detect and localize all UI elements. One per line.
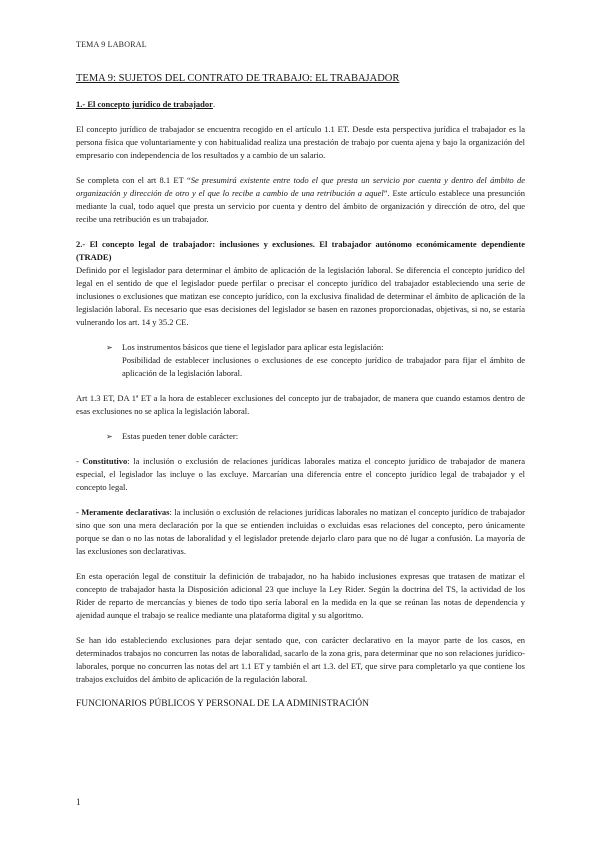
bullet-double-character xyxy=(106,430,525,443)
section-2-paragraph-2: Art 1.3 ET, DA 1ª ET a la hora de establecer exclusiones del concepto jur de trabajador, de manera que cuando estamos dentro de esas exclusiones no se aplica la legislación laboral. xyxy=(76,393,525,416)
section-1-paragraph-2 xyxy=(76,174,525,226)
document-title: TEMA 9: SUJETOS DEL CONTRATO DE TRABAJO: EL TRABAJADOR xyxy=(76,73,400,84)
bullet-instruments-line1: Los instrumentos básicos que tiene el legislador para aplicar esta legislación: xyxy=(122,342,384,352)
declarative-label: Meramente declarativas xyxy=(81,507,170,517)
constitutive-paragraph xyxy=(76,455,525,494)
declarative-text: : la inclusión o exclusión de relaciones jurídicas laborales no matizan el concepto jurídico de trabajador sino que son una mera declaración por la que se entienden incluidas o excluidas esas relaciones del concepto, pero únicamente porque se dan o no las notas de laboralidad y el legislador pretende dejarlo claro para que no dé lugar a confusión. La mayoría de las exclusiones son declarativas. xyxy=(76,507,525,556)
section-2-paragraph-3: En esta operación legal de constituir la definición de trabajador, no ha habido inclusiones expresas que tratasen de matizar el concepto de trabajador hasta la Disposición adicional 23 que incluye la Ley Rider. Según la doctrina del TS, la actividad de los Rider de reparto de mercancías y bienes de todo tipo sería laboral en la medida en la que se reúnan las notas de dependencia y ajenidad aunque el trabajo se realice mediante una plataforma digital y su algoritmo. xyxy=(76,571,525,620)
document-body xyxy=(76,72,525,711)
running-header: TEMA 9 LABORAL xyxy=(76,40,147,49)
p2-end: ”. Este artículo establece una presunción mediante la cual, todo aquel que presta un servicio por cuenta y dentro del ámbito de organización y dirección de otro, del que recibe una retribución es un trabajador. xyxy=(76,188,525,224)
section-2-heading-text: 2.- El concepto legal de trabajador: inclusiones y exclusiones. El trabajador autónomo económicamente dependiente (TRADE) xyxy=(76,239,525,262)
constitutive-dash: - xyxy=(76,456,83,466)
bullet-instruments-text xyxy=(122,341,525,380)
constitutive-text: : la inclusión o exclusión de relaciones jurídicas laborales matiza el concepto jurídico de trabajador de manera especial, el legislador las incluye o las excluye. Marcarían una diferencia entre el concepto jurídico legal de trabajador y el concepto legal. xyxy=(76,456,525,492)
declarative-dash: - xyxy=(76,507,82,517)
bullet-instruments-line2: Posibilidad de establecer inclusiones o exclusiones de ese concepto jurídico de trabajador para fijar el ámbito de aplicación de la legislación laboral. xyxy=(122,355,525,378)
declarative-paragraph xyxy=(76,506,525,558)
arrow-bullet-icon: ➢ xyxy=(106,343,113,352)
arrow-bullet-icon: ➢ xyxy=(106,432,113,441)
section-2-paragraph-1: Definido por el legislador para determinar el ámbito de aplicación de la legislación laboral. Se diferencia el concepto jurídico del legal en el sentido de que el legislador puede perfilar o precisar el concepto jurídico del trabajador estableciendo una serie de inclusiones o exclusiones que matizan ese concepto jurídico, con la exclusiva finalidad de determinar el ámbito de aplicación de la legislación laboral. Es necesario que esas decisiones del legislador se basen en razones proporcionadas, objetivas, si no, se estaría vulnerando los art. 14 y 35.2 CE. xyxy=(76,265,525,327)
constitutive-label: Constitutivo xyxy=(82,456,128,466)
p2-quote: Se presumirá existente entre todo el que presta un servicio por cuenta y dentro del ámbito de organización y dirección de otro y el que lo recibe a cambio de una retribución a aquel xyxy=(76,175,526,198)
section-1-heading-text: 1.- El concepto jurídico de trabajador xyxy=(76,99,213,109)
bullet-instruments xyxy=(106,341,525,380)
section-1-heading xyxy=(76,98,525,111)
section-1-heading-end: . xyxy=(212,99,216,109)
page-number: 1 xyxy=(76,797,81,807)
section-title-civil-servants: FUNCIONARIOS PÚBLICOS Y PERSONAL DE LA ADMINISTRACIÓN xyxy=(76,699,369,709)
section-2-heading xyxy=(76,238,525,264)
section-1-paragraph-1: El concepto jurídico de trabajador se encuentra recogido en el artículo 1.1 ET. Desde esta perspectiva jurídica el trabajador es la persona física que voluntariamente y con habitualidad realiza una prestación de trabajo por cuenta ajena y bajo la organización del empresario con independencia de los resultados y a cambio de un salario. xyxy=(76,124,525,160)
p2-start: Se completa con el art 8.1 ET “ xyxy=(76,175,191,185)
section-2-paragraph-4: Se han ido estableciendo exclusiones para dejar sentado que, con carácter declarativo en la mayor parte de los casos, en determinados trabajos no concurren las notas de laboralidad, sacarlo de la zona gris, para determinar que no son relaciones jurídico-laborales, porque no concurren las notas del art 1.1 ET y también el art 1.3. del ET, que sirve para completarlo ya que contiene los trabajos excluidos del ámbito de aplicación de la regulación laboral. xyxy=(76,635,525,684)
bullet-double-character-text: Estas pueden tener doble carácter: xyxy=(122,431,239,441)
